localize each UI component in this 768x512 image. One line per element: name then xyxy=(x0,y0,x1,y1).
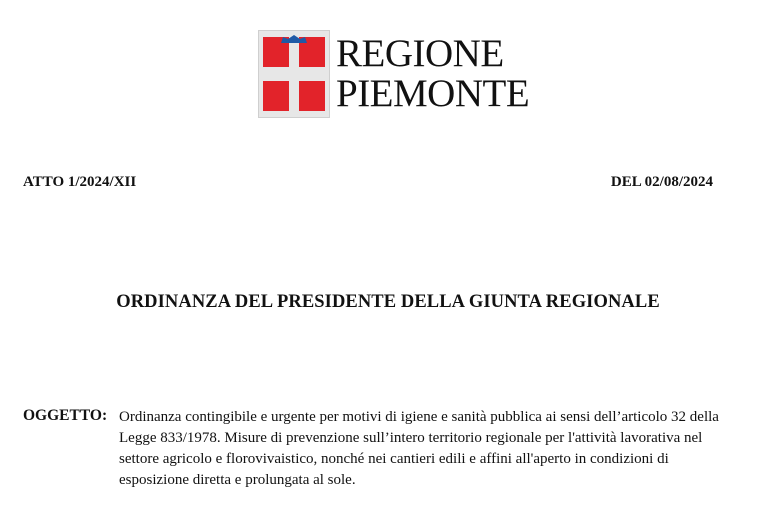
act-number: ATTO 1/2024/XII xyxy=(23,174,137,190)
logo-line-1: REGIONE xyxy=(336,32,504,75)
logo-line-2: PIEMONTE xyxy=(336,72,530,115)
subject-label: OGGETTO: xyxy=(23,407,108,424)
document-title: ORDINANZA DEL PRESIDENTE DELLA GIUNTA REGIONALE xyxy=(116,292,660,312)
logo-wordmark xyxy=(336,34,529,114)
subject-text: Ordinanza contingibile e urgente per motivi di igiene e sanità pubblica ai sensi dell’articolo 32 della Legge 833/1978. Misure di prevenzione sull’intero territorio regionale per l'attività lavorativa nel settore agricolo e florovivaistico, nonché nei cantieri edili e affini all'aperto in condizioni di esposizione diretta e prolungata al sole. xyxy=(119,409,719,488)
act-date: DEL 02/08/2024 xyxy=(610,174,713,190)
regione-piemonte-logo xyxy=(258,30,529,118)
piemonte-emblem-icon xyxy=(258,30,330,118)
